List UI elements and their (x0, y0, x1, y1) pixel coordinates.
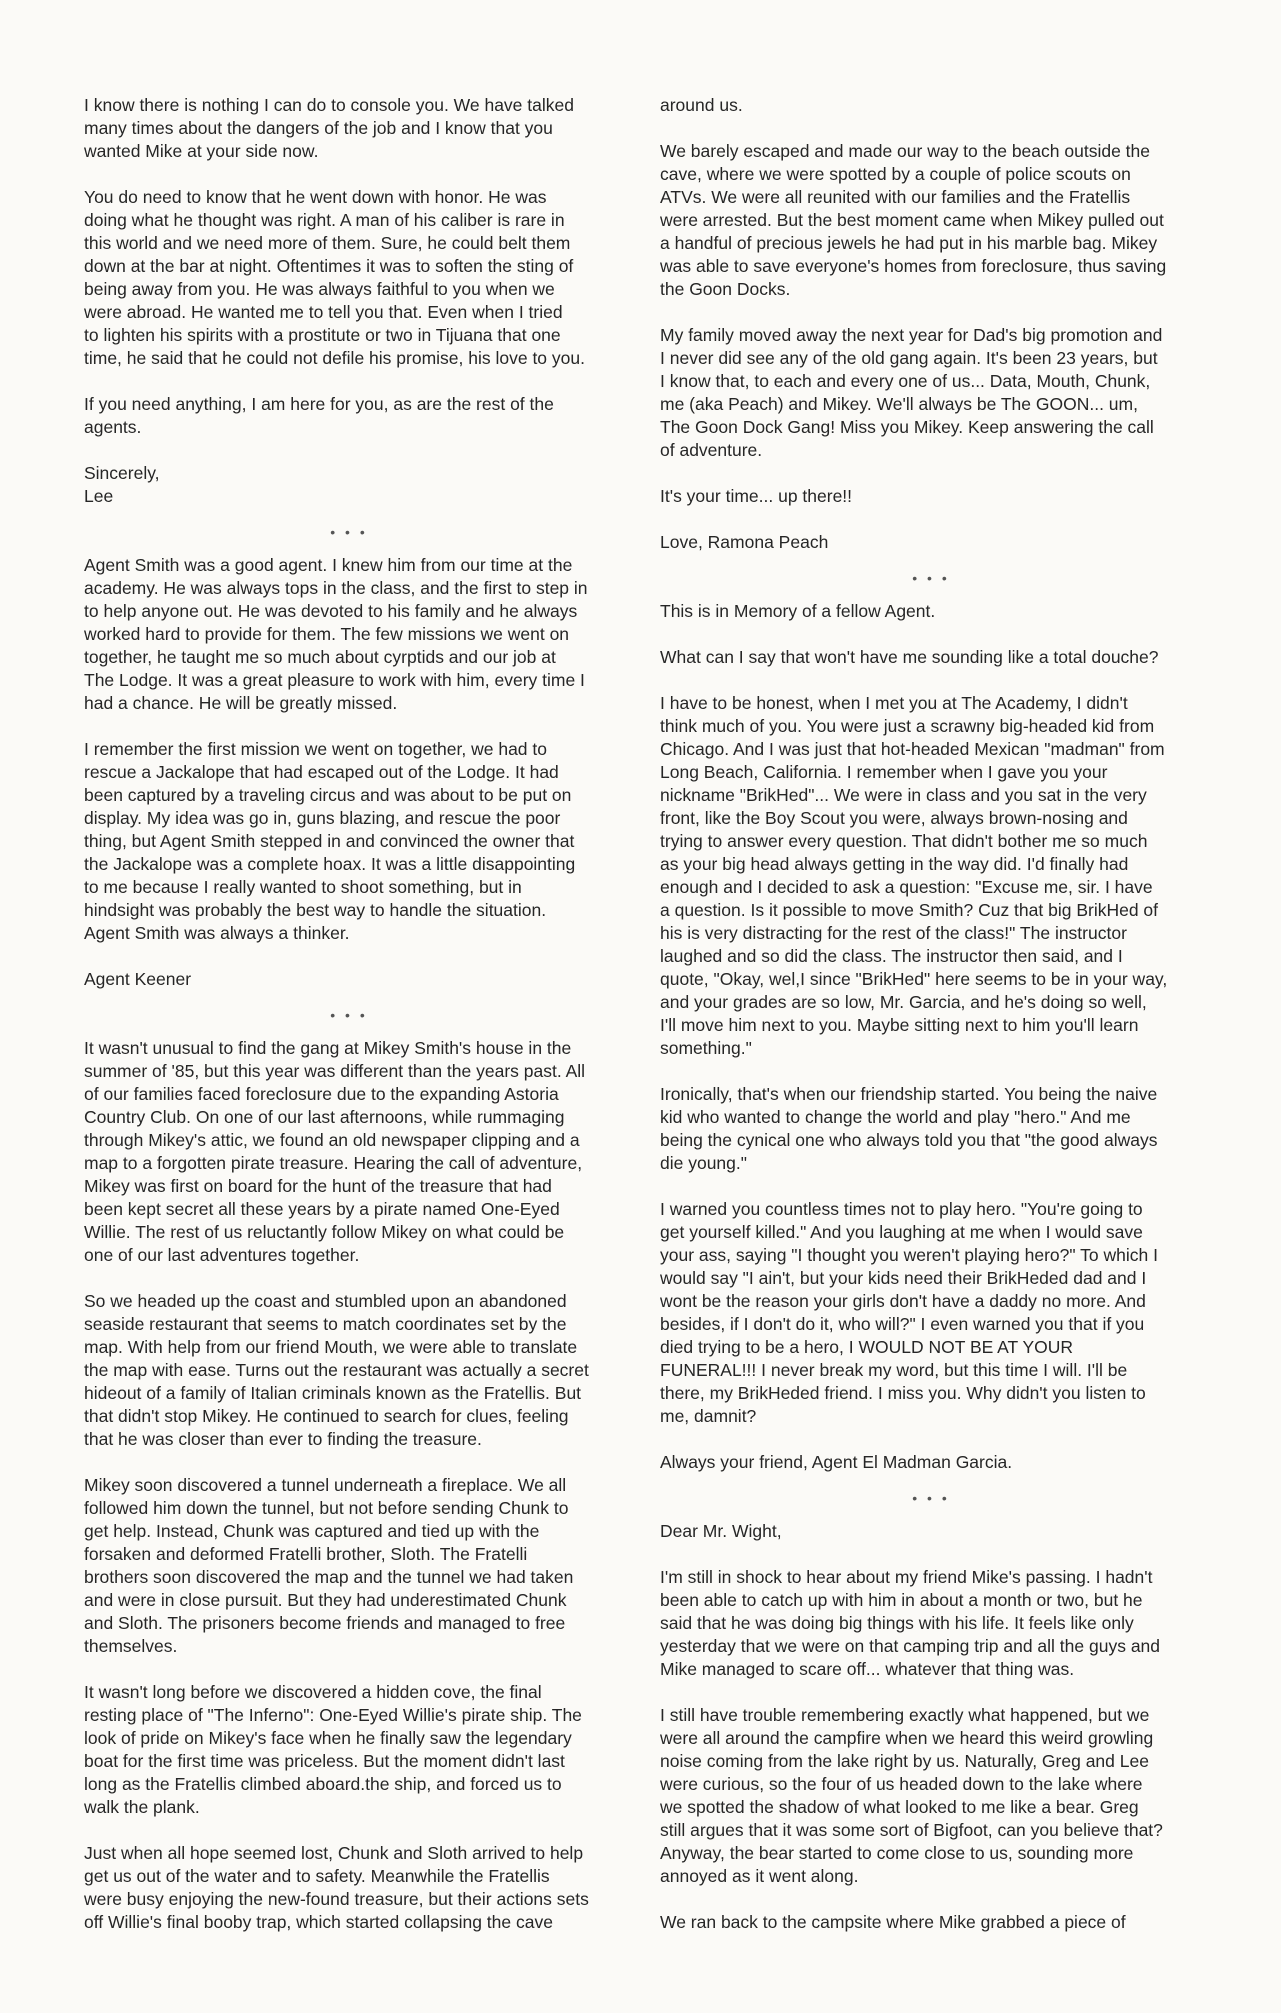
section-separator: • • • (330, 524, 368, 540)
paragraph: around us. (660, 95, 743, 115)
paragraph: I know there is nothing I can do to console you. We have talked many times about the dangers of the job and I know that you wanted Mike at your side now. (84, 95, 574, 161)
section-separator: • • • (912, 570, 950, 586)
paragraph: Agent Smith was a good agent. I knew him from our time at the academy. He was always tops in the class, and the first to step in to help anyone out. He was devoted to his family and he always worked hard to provide for them. The few missions we went on together, he taught me so much about cyrptids and our job at The Lodge. It was a great pleasure to work with him, every time I had a chance. He will be greatly missed. (84, 555, 588, 713)
paragraph: I'm still in shock to hear about my friend Mike's passing. I hadn't been able to catch up with him in about a month or two, but he said that he was doing big things with his life. It feels like only yesterday that we were on that camping trip and all the guys and Mike managed to scare off... whatever that thing was. (660, 1567, 1161, 1679)
paragraph: It wasn't unusual to find the gang at Mikey Smith's house in the summer of '85, but this year was different than the years past. All of our families faced foreclosure due to the expanding Astoria Country Club. On one of our last afternoons, while rummaging through Mikey's attic, we found an old newspaper clipping and a map to a forgotten pirate treasure. Hearing the call of adventure, Mikey was first on board for the hunt of the treasure that had been kept secret all these years by a pirate named One-Eyed Willie. The rest of us reluctantly follow Mikey on what could be one of our last adventures together. (84, 1038, 586, 1265)
paragraph: Agent Keener (84, 969, 192, 989)
paragraph: Love, Ramona Peach (660, 532, 829, 552)
paragraph: It's your time... up there!! (660, 486, 853, 506)
paragraph: Ironically, that's when our friendship started. You being the naive kid who wanted to change the world and play "hero." And me being the cynical one who always told you that "the good always die young." (660, 1084, 1158, 1173)
paragraph: You do need to know that he went down with honor. He was doing what he thought was right. A man of his caliber is rare in this world and we need more of them. Sure, he could belt them down at the bar at night. Oftentimes it was to soften the sting of being away from you. He was always faithful to you when we were abroad. He wanted me to tell you that. Even when I tried to lighten his spirits with a prostitute or two in Tijuana that one time, he said that he could not defile his promise, his love to you. (84, 187, 585, 368)
paragraph: Just when all hope seemed lost, Chunk and Sloth arrived to help get us out of the water and to safety. Meanwhile the Fratellis were busy enjoying the new-found treasure, but their actions sets off Willie's final booby trap, which started collapsing the cave (84, 1843, 589, 1932)
paragraph: Sincerely, Lee (84, 463, 160, 506)
paragraph: My family moved away the next year for Dad's big promotion and I never did see any of the old gang again. It's been 23 years, but I know that, to each and every one of us... Data, Mouth, Chunk, me (aka Peach) and Mikey. We'll always be The GOON... um, The Goon Dock Gang! Miss you Mikey. Keep answering the call of adventure. (660, 325, 1163, 460)
paragraph: I warned you countless times not to play hero. "You're going to get yourself killed." And you laughing at me when I would save your ass, saying "I thought you weren't playing hero?" To which I would say "I ain't, but your kids need their BrikHeded dad and I wont be the reason your girls don't have a daddy no more. And besides, if I don't do it, who will?" I even warned you that if you died trying to be a hero, I WOULD NOT BE AT YOUR FUNERAL!!! I never break my word, but this time I will. I'll be there, my BrikHeded friend. I miss you. Why didn't you listen to me, damnit? (660, 1199, 1158, 1426)
paragraph: I still have trouble remembering exactly what happened, but we were all around the campfire when we heard this weird growling noise coming from the lake right by us. Naturally, Greg and Lee were curious, so the four of us headed down to the lake where we spotted the shadow of what looked to me like a bear. Greg still argues that it was some sort of Bigfoot, can you believe that? Anyway, the bear started to come close to us, sounding more annoyed as it went along. (660, 1705, 1163, 1886)
paragraph: Always your friend, Agent El Madman Garcia. (660, 1452, 1013, 1472)
paragraph: Mikey soon discovered a tunnel underneath a fireplace. We all followed him down the tunnel, but not before sending Chunk to get help. Instead, Chunk was captured and tied up with the forsaken and deformed Fratelli brother, Sloth. The Fratelli brothers soon discovered the map and the tunnel we had taken and were in close pursuit. But they had underestimated Chunk and Sloth. The prisoners become friends and managed to free themselves. (84, 1475, 574, 1656)
paragraph: I remember the first mission we went on together, we had to rescue a Jackalope that had escaped out of the Lodge. It had been captured by a traveling circus and was about to be put on display. My idea was go in, guns blazing, and rescue the poor thing, but Agent Smith stepped in and convinced the owner that the Jackalope was a complete hoax. It was a little disappointing to me because I really wanted to shoot something, but in hindsight was probably the best way to handle the situation. Agent Smith was always a thinker. (84, 739, 576, 943)
paragraph: This is in Memory of a fellow Agent. (660, 601, 936, 621)
paragraph: Dear Mr. Wight, (660, 1521, 782, 1541)
right-text-column (660, 94, 1202, 1957)
paragraph: I have to be honest, when I met you at The Academy, I didn't think much of you. You were just a scrawny big-headed kid from Chicago. And I was just that hot-headed Mexican "madman" from Long Beach, California. I remember when I gave you your nickname "BrikHed"... We were in class and you sat in the very front, like the Boy Scout you were, always brown-nosing and trying to answer every question. That didn't bother me so much as your big head always getting in the way did. I'd finally had enough and I decided to ask a question: "Excuse me, sir. I have a question. Is it possible to move Smith? Cuz that big BrikHed of his is very distracting for the rest of the class!" The instructor laughed and so did the class. The instructor then said, and I quote, "Okay, wel,I since "BrikHed" here seems to be in your way, and your grades are so low, Mr. Garcia, and he's doing so well, I'll move him next to you. Maybe sitting next to him you'll learn something." (660, 693, 1168, 1058)
section-separator: • • • (912, 1490, 950, 1506)
paragraph: It wasn't long before we discovered a hidden cove, the final resting place of "The Inferno": One-Eyed Willie's pirate ship. The look of pride on Mikey's face when he finally saw the legendary boat for the first time was priceless. But the moment didn't last long as the Fratellis climbed aboard.the ship, and forced us to walk the plank. (84, 1682, 582, 1817)
left-text-column (84, 94, 614, 1957)
paragraph: If you need anything, I am here for you, as are the rest of the agents. (84, 394, 554, 437)
paragraph: So we headed up the coast and stumbled upon an abandoned seaside restaurant that seems to match coordinates set by the map. With help from our friend Mouth, we were able to translate the map with ease. Turns out the restaurant was actually a secret hideout of a family of Italian criminals known as the Fratellis. But that didn't stop Mikey. He continued to search for clues, feeling that he was closer than ever to finding the treasure. (84, 1291, 589, 1449)
section-separator: • • • (330, 1007, 368, 1023)
paragraph: We barely escaped and made our way to the beach outside the cave, where we were spotted by a couple of police scouts on ATVs. We were all reunited with our families and the Fratellis were arrested. But the best moment came when Mikey pulled out a handful of precious jewels he had put in his marble bag. Mikey was able to save everyone's homes from foreclosure, thus saving the Goon Docks. (660, 141, 1167, 299)
paragraph: We ran back to the campsite where Mike grabbed a piece of (660, 1912, 1126, 1932)
paragraph: What can I say that won't have me sounding like a total douche? (660, 647, 1159, 667)
